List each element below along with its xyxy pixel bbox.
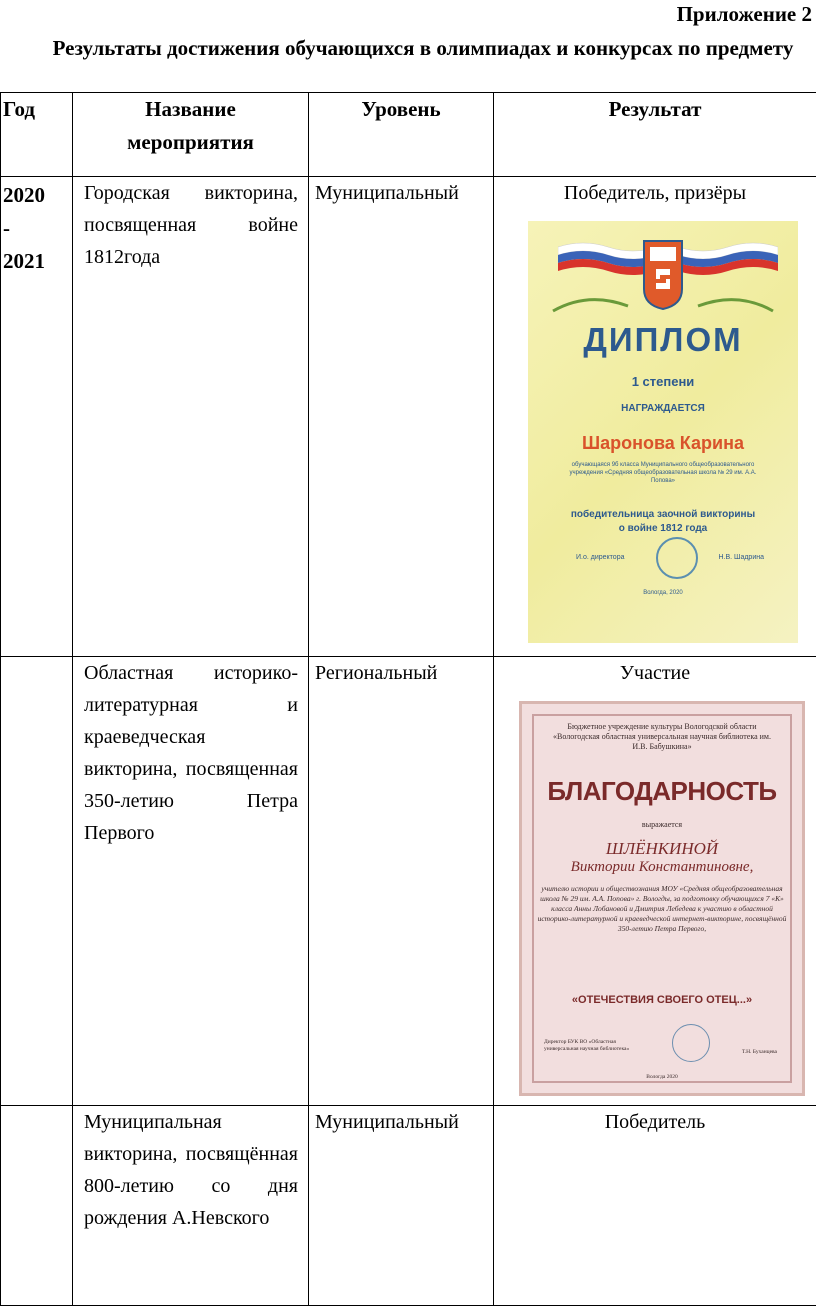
- diploma-stamp-icon: [656, 537, 698, 579]
- column-header-level: Уровень: [309, 93, 494, 177]
- diploma-image: [528, 221, 798, 643]
- gratitude-title: БЛАГОДАРНОСТЬ: [547, 776, 777, 806]
- diploma-name: Шаронова Карина: [582, 433, 744, 453]
- results-table: [0, 92, 816, 1306]
- table-row: [1, 177, 816, 657]
- gratitude-name-surname: ШЛЁНКИНОЙ: [605, 839, 719, 858]
- diploma-sign-left: И.о. директора: [576, 554, 625, 561]
- event-cell: [73, 1106, 309, 1306]
- level-cell: [309, 657, 494, 1106]
- level-cell: [309, 1106, 494, 1306]
- result-cell: [494, 657, 816, 1106]
- gratitude-signer-name: Т.Н. Буханцева: [741, 1049, 777, 1055]
- event-text: Муниципальная викторина, посвящённая 800-летию со дня рождения А.Невского: [84, 1111, 298, 1229]
- year-text: [1, 657, 72, 659]
- level-cell: [309, 177, 494, 657]
- gratitude-expressed: выражается: [641, 820, 683, 829]
- year-cell: [1, 177, 73, 657]
- gratitude-stamp-icon: [672, 1024, 710, 1062]
- gratitude-city: Вологда 2020: [646, 1074, 678, 1080]
- year-text: 2020 - 2021: [3, 183, 45, 273]
- diploma-city: Вологда, 2020: [643, 590, 683, 596]
- diploma-awarded: НАГРАЖДАЕТСЯ: [621, 403, 705, 414]
- level-text: Муниципальный: [315, 182, 459, 204]
- diploma-details: обучающаяся 9б класса Муниципального общеобразовательного учреждения «Средняя общеобразовательная школа № 29 им. А.А. Попова»: [569, 462, 757, 484]
- gratitude-quote: «ОТЕЧЕСТВИЯ СВОЕГО ОТЕЦ...»: [571, 994, 753, 1006]
- result-cell: [494, 177, 816, 657]
- laurel-icon: [548, 281, 778, 321]
- column-header-year: Год: [1, 93, 73, 177]
- event-cell: [73, 657, 309, 1106]
- level-text: Муниципальный: [315, 1111, 459, 1133]
- event-text: Городская викторина, посвященная войне 1812года: [84, 182, 298, 268]
- result-cell: [494, 1106, 816, 1306]
- result-text: Победитель, призёры: [563, 182, 747, 204]
- result-text: Участие: [619, 662, 691, 684]
- gratitude-body: учителю истории и обществознания МОУ «Средняя общеобразовательная школа № 29 им. А.А. Попова» г. Вологды, за подготовку обучающихся 7 «К» класса Анны Лобановой и Дмитрия Лебедева к участию в областной историко-литературной и краеведческой интернет-викторине, посвящённой 350-летию Петра Первого,: [537, 884, 787, 933]
- year-cell: [1, 1106, 73, 1306]
- event-text: Областная историко-литературная и краеведческая викторина, посвященная 350-летию Петра Первого: [84, 662, 298, 844]
- year-text: [1, 1106, 72, 1108]
- level-text: Региональный: [315, 662, 438, 684]
- appendix-label: Приложение 2: [676, 2, 812, 26]
- diploma-winner: победительница заочной викторины о войне 1812 года: [570, 509, 756, 534]
- column-header-event: Название мероприятия: [73, 93, 309, 177]
- gratitude-image: [519, 701, 805, 1096]
- diploma-sign-right: Н.В. Шадрина: [718, 554, 764, 561]
- gratitude-org: Бюджетное учреждение культуры Вологодской области «Вологодская областная универсальная научная библиотека им. И.В. Бабушкина»: [553, 722, 771, 751]
- gratitude-signer: Директор БУК ВО «Областная универсальная научная библиотека»: [544, 1039, 630, 1052]
- diploma-title: ДИПЛОМ: [583, 321, 743, 358]
- document-title: Результаты достижения обучающихся в олимпиадах и конкурсах по предмету: [52, 36, 794, 60]
- result-text: Победитель: [604, 1111, 706, 1133]
- right-flag-icon: [678, 239, 778, 275]
- gratitude-name-given: Виктории Константиновне,: [570, 859, 754, 875]
- table-header-row: [1, 93, 816, 177]
- column-header-result: Результат: [494, 93, 816, 177]
- table-row: [1, 1106, 816, 1306]
- table-row: [1, 657, 816, 1106]
- year-cell: [1, 657, 73, 1106]
- diploma-degree: 1 степени: [631, 374, 695, 389]
- event-cell: [73, 177, 309, 657]
